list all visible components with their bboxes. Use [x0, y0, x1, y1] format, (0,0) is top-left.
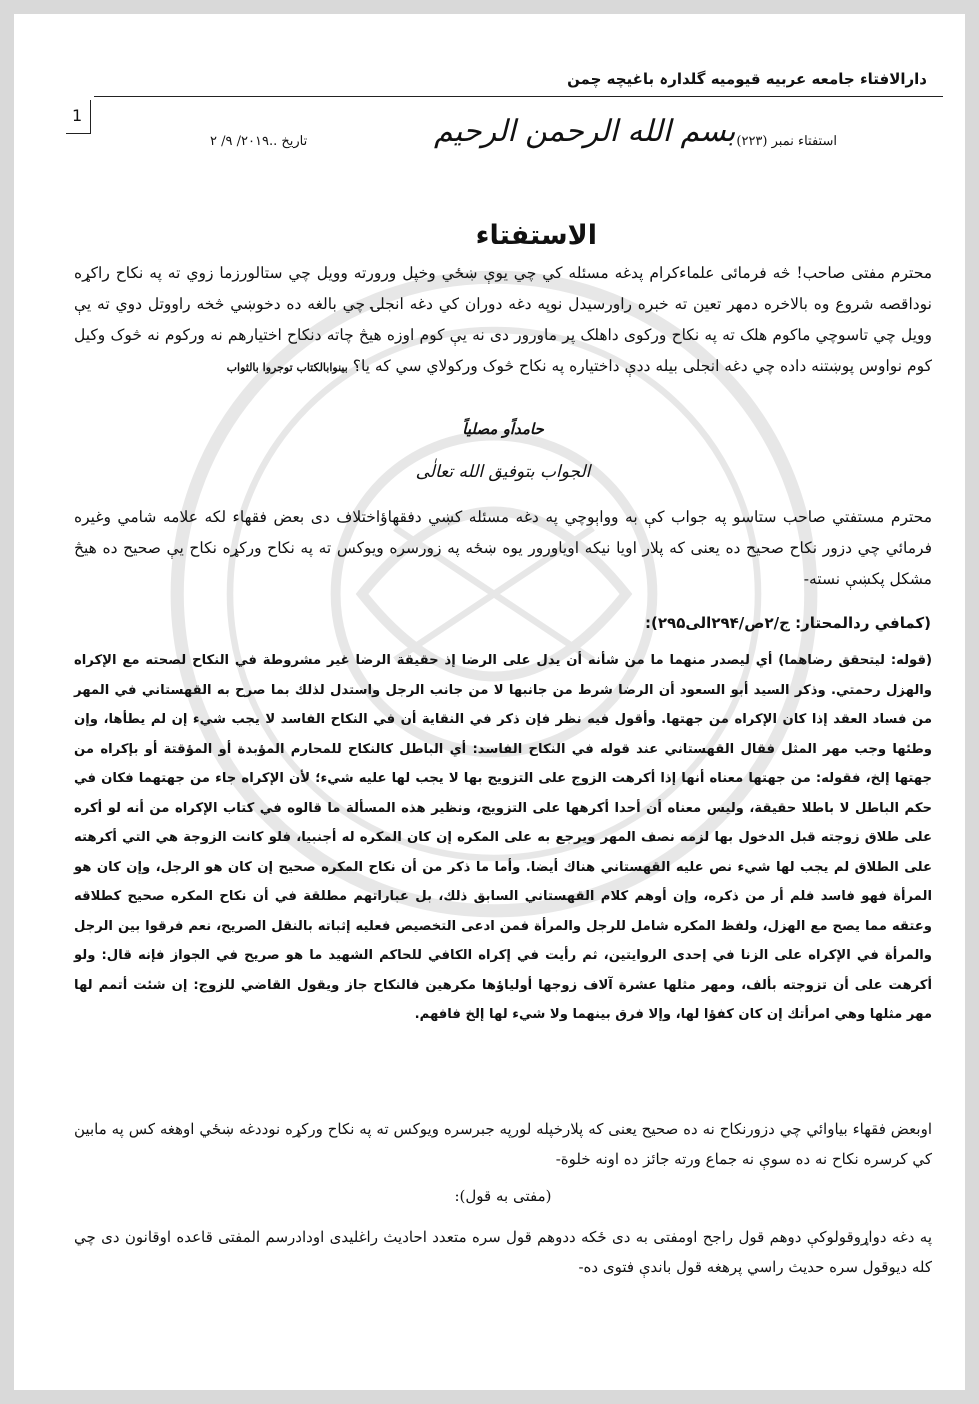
- reference-heading: (کمافي ردالمحتار: ج/۲ص/۲۹۴الی۲۹۵):: [645, 614, 931, 632]
- page-number: 1: [72, 106, 83, 125]
- question-paragraph: [74, 258, 932, 383]
- al-jawab-heading: الجواب بتوفیق الله تعالٰی: [415, 462, 591, 482]
- arabic-quotation: (قوله: ليتحقق رضاهما) أي ليصدر منهما ما من شأنه أن يدل على الرضا إذ حقيقة الرضا غير مشروطة في النكاح لصحته مع الإكراه والهزل رحمتي. وذكر السيد أبو السعود أن الرضا شرط من جانبها لا من جانب الرجل واستدل لذلك بما صرح به القهستاني في المهر من فساد العقد إذا كان الإكراه من جهتها. وأقول فيه نظر فإن ذكر في النقاية أن في النكاح الفاسد لا يجب شيء إن لم يطأها، وإن وطئها وجب مهر المثل فقال القهستاني عند قوله في النكاح الفاسد: أي الباطل كالنكاح للمحارم المؤبدة أو المؤقتة أو بإكراه من جهتها إلخ، فقوله: من جهتها معناه أنها إذا أكرهت الزوج على التزويج بها لا يجب لها عليه شيء؛ لأن الإكراه جاء من جهتهما فكان في حكم الباطل لا باطلا حقيقة، وليس معناه أن أحدا أكرهها على التزويج، ونظير هذه المسألة ما قالوه في كتاب الإكراه من أنه لو أكره على طلاق زوجته قبل الدخول بها لزمه نصف المهر ويرجع به على المكره إن كان المكره له أجنبيا، فلو كانت الزوجة هي التي أكرهته على الطلاق لم يجب لها شيء نص عليه القهستاني هناك أيضا. وأما ما ذكر من أن نكاح المكره صحيح إن كان هو الرجل، وإن كان هو المرأة فهو فاسد فلم أر من ذكره، وإن أوهم كلام القهستاني السابق ذلك، بل عباراتهم مطلقة في أن نكاح المكره صحيح كطلاقه وعتقه مما يصح مع الهزل، ولفظ المكره شامل للرجل والمرأة فمن ادعى التخصيص فعليه إثباته بالنقل الصريح، نعم فرقوا بين الرجل والمرأة في الإكراه على الزنا في إحدى الروايتين، ثم رأيت في إكراه الكافي للحاكم الشهيد ما هو صريح في الجواز فإنه قال: ولو أكرهت على أن تزوجته بألف، ومهر مثلها عشرة آلاف زوجها أولياؤها مكرهين فالنكاح جاز ويقول القاضي للزوج: إن شئت أتمم لها مهر مثلها وهي امرأتك إن كان كفؤا لها، وإلا فرق بينهما ولا شيء لها إلخ فافهم.: [74, 653, 932, 1022]
- document-page: [14, 14, 965, 1390]
- other-opinion-paragraph: اوبعض فقهاء بياوائي چي دزورنکاح نه ده صحيح يعنی که پلارخپله لورپه جبرسره ويوکس ته په نکاح ورکړه نوددغه ښځي اوهغه کس په مابين کي کرسره نکاح نه ده سوې نه جماع ورته جائز ده اونه خلوة-: [74, 1120, 932, 1168]
- final-paragraph: په دغه دواړوقولوکې دوهم قول راجح اومفتی به دی ځکه ددوهم قول سره متعدد احاديث راغليدی اودادرسم المفتی قاعده اوقانون دی چي کله ديوقول سره حديث راسي پرهغه قول باندې فتوی ده-: [74, 1228, 932, 1276]
- mufta-bihi-heading: (مفتی به قول):: [454, 1187, 552, 1205]
- page-title: الاستفتاء: [475, 220, 597, 251]
- question-text: محترم مفتی صاحب! څه فرمائی علماءکرام پدغه مسئله کي چي يوې ښځي وخپل ورورته وويل چي ستالورزما زوي ته په نکاح راکړه نوداقصه شروع وه بالاخره دمهر تعین ته خبره راورسیدل نوپه دغه دوران کي دغه انجلۍ چي بالغه ده دخوښي څخه راووتل دوي ته يې وويل چي تاسوچي ماکوم هلک ته په نکاح ورکوی داهلک پر ماورور دی نه يې کوم اوزه هیڅ چاته دنکاح اختیارهم نه ورکوم نه څوک وکیل کوم نواوس پوښتنه داده چي دغه انجلی بیله ددې داختیاره په نکاح څوک ورکولاي سي که یا؟: [74, 264, 932, 375]
- page-number-underline: [66, 133, 90, 134]
- basmala: بسم الله الرحمن الرحيم: [434, 114, 736, 149]
- fatwa-date: تاریخ ..۲۰۱۹/ ۹/ ۲: [210, 134, 308, 149]
- page-number-box: [66, 100, 91, 134]
- question-closing: بینوابالکتاب توجروا بالثواب: [226, 361, 348, 374]
- istifta-number: استفتاء نمبر (۲۲۳): [736, 134, 837, 149]
- institution-name: دارالافتاء جامعه عربیه قیومیه گلدارہ باغیچه چمن: [567, 70, 927, 88]
- header-divider: [94, 96, 943, 97]
- hamidan-line: حامداًو مصلیاً: [462, 420, 544, 438]
- answer-paragraph: محترم مستفتي صاحب ستاسو په جواب کې به وواېوچي په دغه مسئله کښي دفقهاؤاختلاف دی بعض فقهاء لکه علامه شامي وغیره فرمائي چي دزور نکاح صحیح ده يعنی که پلار اويا نیکه اوياورور يوه ښځه په زورسره ويوکس ته په نکاح ورکړه نکاح يې صحیح ده هیڅ مشکل پکښې نسته-: [74, 508, 932, 588]
